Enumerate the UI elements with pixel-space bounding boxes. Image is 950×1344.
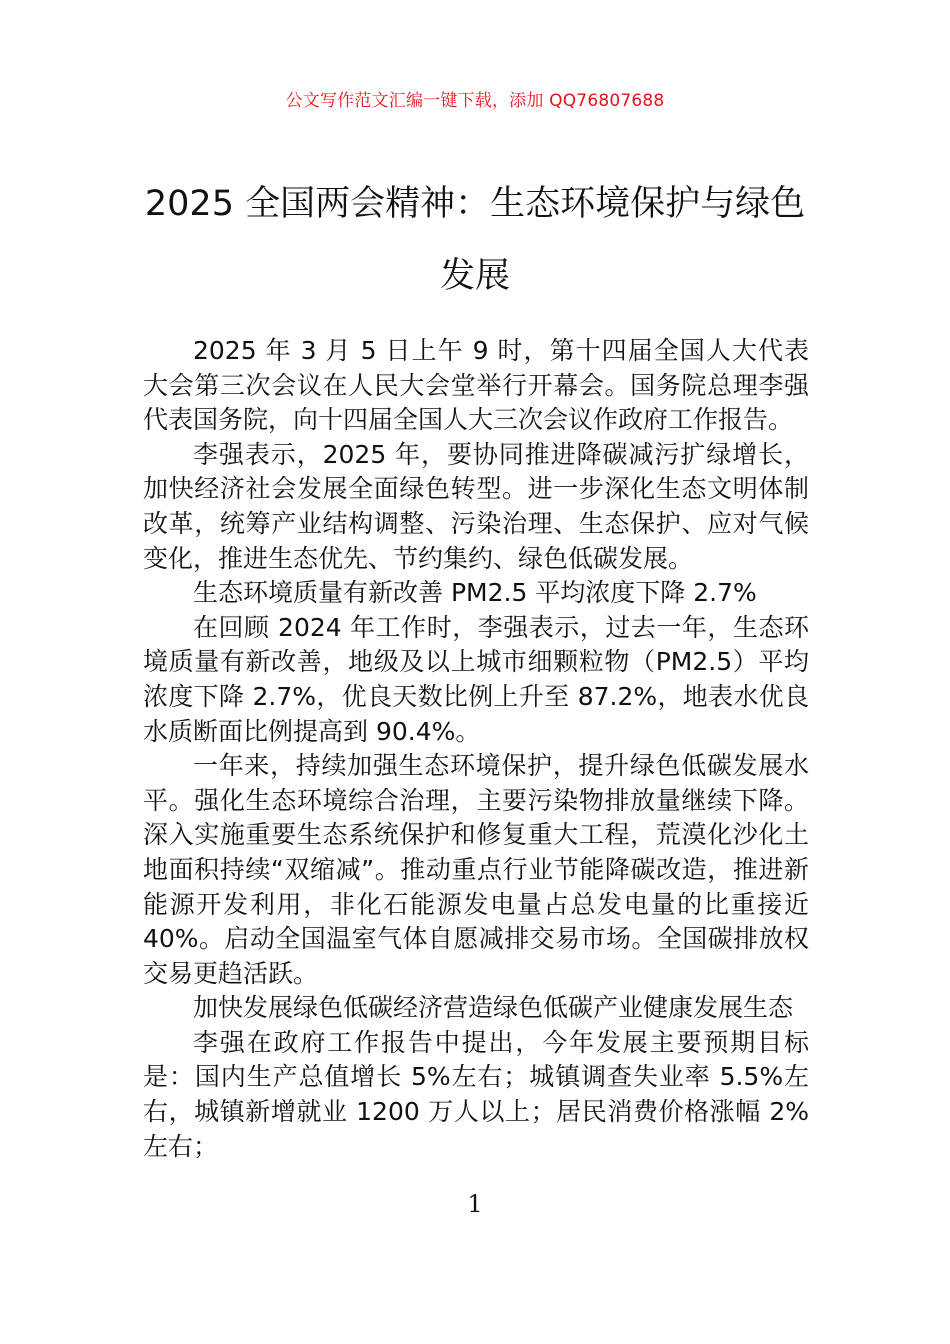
page-number: 1 xyxy=(467,1190,483,1218)
page-title: 2025 全国两会精神：生态环境保护与绿色发展 xyxy=(144,184,806,296)
paragraph-5: 李强在政府工作报告中提出，今年发展主要预期目标是：国内生产总值增长 5%左右；城镇调查失业率 5.5%左右，城镇新增就业 1200 万人以上；居民消费价格涨幅 2%左右； xyxy=(143,1027,809,1161)
section-heading-1: 生态环境质量有新改善 PM2.5 平均浓度下降 2.7% xyxy=(193,578,757,608)
document-body xyxy=(143,334,809,1164)
download-notice: 公文写作范文汇编一键下载，添加 QQ76807688 xyxy=(285,91,665,111)
paragraph-4: 一年来，持续加强生态环境保护，提升绿色低碳发展水平。强化生态环境综合治理，主要污染物排放量继续下降。深入实施重要生态系统保护和修复重大工程，荒漠化沙化土地面积持续“双缩减”。推动重点行业节能降碳改造，推进新能源开发利用，非化石能源发电量占总发电量的比重接近 40%。启动全国温室气体自愿减排交易市场。全国碳排放权交易更趋活跃。 xyxy=(143,751,809,988)
paragraph-1: 2025 年 3 月 5 日上午 9 时，第十四届全国人大代表大会第三次会议在人民大会堂举行开幕会。国务院总理李强代表国务院，向十四届全国人大三次会议作政府工作报告。 xyxy=(143,336,809,435)
paragraph-3: 在回顾 2024 年工作时，李强表示，过去一年，生态环境质量有新改善，地级及以上城市细颗粒物（PM2.5）平均浓度下降 2.7%，优良天数比例上升至 87.2%，地表水优良水质断面比例提高到 90.4%。 xyxy=(143,612,809,746)
paragraph-2: 李强表示，2025 年，要协同推进降碳减污扩绿增长，加快经济社会发展全面绿色转型。进一步深化生态文明体制改革，统筹产业结构调整、污染治理、生态保护、应对气候变化，推进生态优先、节约集约、绿色低碳发展。 xyxy=(143,439,809,573)
section-heading-2: 加快发展绿色低碳经济营造绿色低碳产业健康发展生态 xyxy=(193,993,794,1023)
